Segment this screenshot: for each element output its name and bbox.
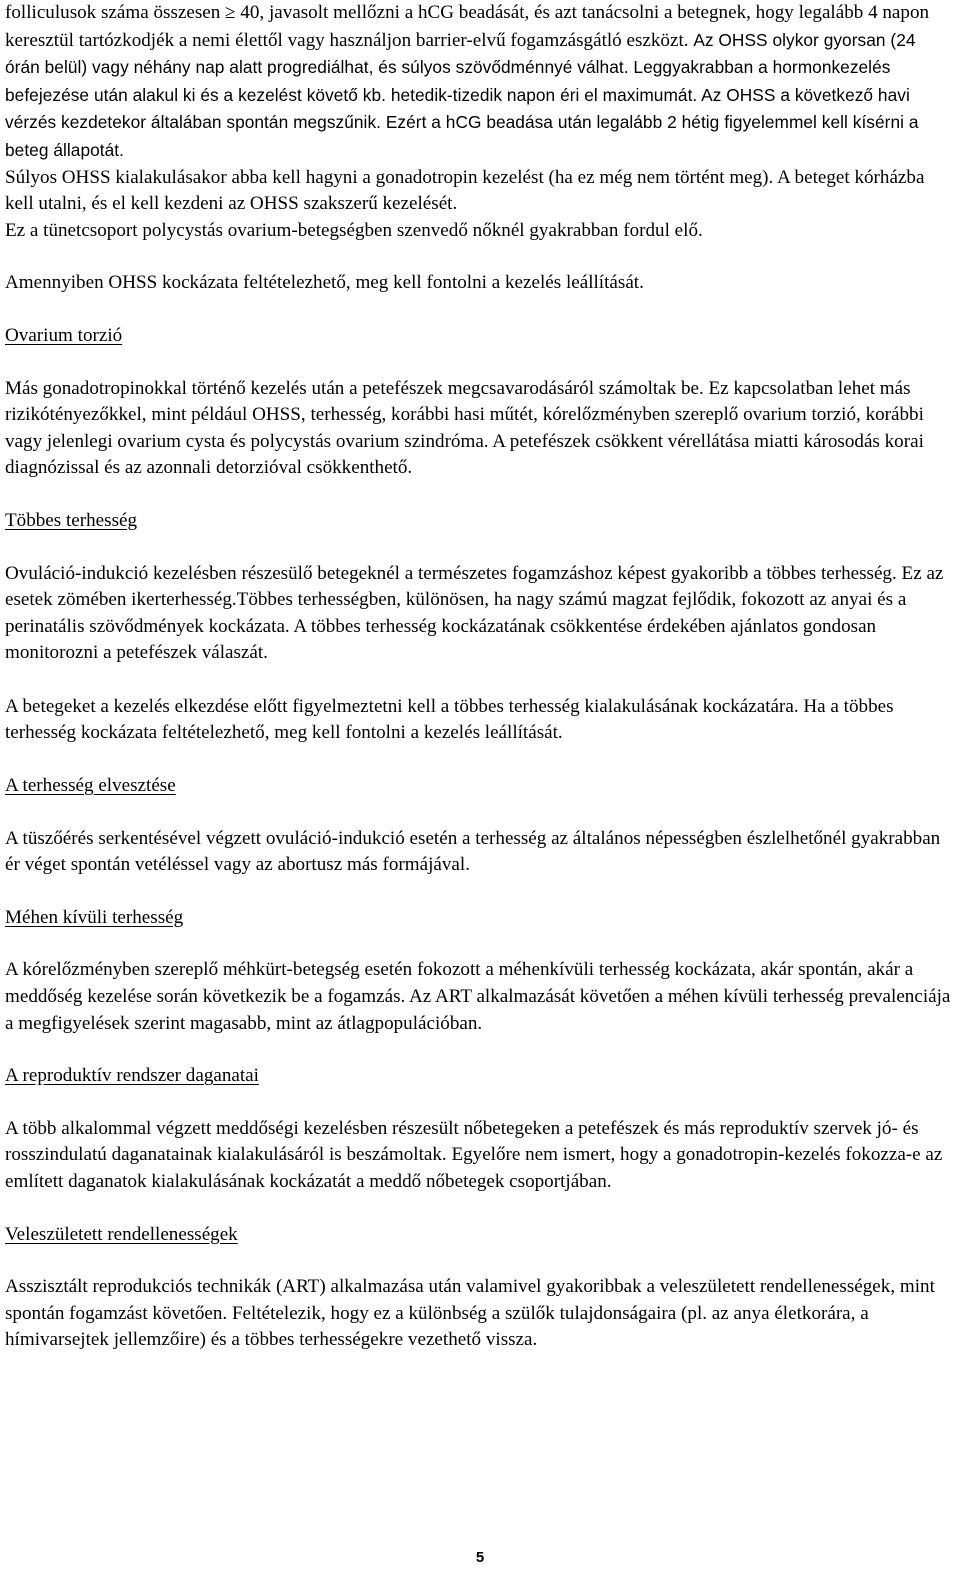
paragraph-ohss-risk: Amennyiben OHSS kockázata feltételezhető, meg kell fontolni a kezelés leállítását. — [5, 272, 644, 294]
paragraph-pcos-note: Ez a tünetcsoport polycystás ovarium-betegségben szenvedő nőknél gyakrabban fordul elő. — [5, 219, 703, 241]
section-heading-multiple-pregnancy: Többes terhesség — [5, 509, 138, 531]
section-heading-ovarian-torsion: Ovarium torzió — [5, 324, 123, 346]
section-heading-ectopic-pregnancy: Méhen kívüli terhesség — [5, 906, 184, 928]
section-heading-reproductive-neoplasms: A reproduktív rendszer daganatai — [5, 1065, 259, 1087]
page-number: 5 — [475, 1549, 485, 1566]
intro-text-serif: folliculusok száma összesen ≥ 40, javasolt mellőzni a hCG beadását, és azt tanácsolni a betegnek, hogy legalább 4 napon keresztül tartózkodjék a nemi élettől vagy használjon barrier-elvű fogamzásgátló eszközt. — [5, 2, 930, 51]
section-paragraph: A több alkalommal végzett meddőségi kezelésben részesült nőbetegeken a petefészek és más reproduktív szervek jó- és rosszindulatú daganatainak kialakulásáról is beszámoltak. Egyelőre nem ismert, hogy a gonadotropin-kezelés fokozza-e az említett daganatok kialakulásának kockázatát a meddő nőbetegek csoportjában. — [5, 1117, 943, 1192]
intro-text-sans: Az OHSS olykor gyorsan (24 órán belül) vagy néhány nap alatt progrediálhat, és súlyos szövődménnyé válhat. Leggyakrabban a hormonkezelés befejezése után alakul ki és a kezelést követő kb. hetedik-tizedik napon éri el maximumát. Az OHSS a következő havi vérzés kezdetekor általában spontán megszűnik. Ezért a hCG beadása után legalább 2 hétig figyelemmel kell kísérni a beteg állapotát. — [5, 29, 919, 160]
section-paragraph: Más gonadotropinokkal történő kezelés után a petefészek megcsavarodásáról számoltak be. Ez kapcsolatban lehet más rizikótényezőkkel, mint például OHSS, terhesség, korábbi hasi műtét, kórelőzményben szereplő ovarium torzió, korábbi vagy jelenlegi ovarium cysta és polycystás ovarium szindróma. A petefészek csökkent vérellátása miatti károsodás korai diagnózissal és az azonnali detorzióval csökkenthető. — [5, 377, 924, 479]
section-heading-congenital-malformations: Veleszületett rendellenességek — [5, 1223, 238, 1245]
section-heading-pregnancy-loss: A terhesség elvesztése — [5, 775, 176, 797]
section-paragraph: A betegeket a kezelés elkezdése előtt figyelmeztetni kell a többes terhesség kialakulásának kockázatára. Ha a többes terhesség kockázata feltételezhető, meg kell fontolni a kezelés leállítását. — [5, 695, 894, 744]
section-paragraph: Asszisztált reprodukciós technikák (ART) alkalmazása után valamivel gyakoribbak a veleszületett rendellenességek, mint spontán fogamzást követően. Feltételezik, hogy ez a különbség a szülők tulajdonságaira (pl. az anya életkorára, a hímivarsejtek jellemzőire) és a többes terhességekre vezethető vissza. — [5, 1276, 935, 1351]
section-paragraph: A kórelőzményben szereplő méhkürt-betegség esetén fokozott a méhenkívüli terhesség kockázata, akár spontán, akár a meddőség kezelése során következik be a fogamzás. Az ART alkalmazását követően a méhen kívüli terhesség prevalenciája a megfigyelések szerint magasabb, mint az átlagpopulációban. — [5, 959, 951, 1034]
section-paragraph: A tüszőérés serkentésével végzett ovuláció-indukció esetén a terhesség az általános népességben észlelhetőnél gyakrabban ér véget spontán vetéléssel vagy az abortusz más formájával. — [5, 827, 941, 876]
intro-paragraph-ohss — [5, 0, 953, 165]
paragraph-severe-ohss: Súlyos OHSS kialakulásakor abba kell hagyni a gonadotropin kezelést (ha ez még nem történt meg). A beteget kórházba kell utalni, és el kell kezdeni az OHSS szakszerű kezelését. — [5, 166, 925, 215]
section-paragraph: Ovuláció-indukció kezelésben részesülő betegeknél a természetes fogamzáshoz képest gyakoribb a többes terhesség. Ez az esetek zömében ikerterhesség.Többes terhességben, különösen, ha nagy számú magzat fejlődik, fokozott az anyai és a perinatális szövődmények kockázata. A többes terhesség kockázatának csökkentése érdekében ajánlatos gondosan monitorozni a petefészek válaszát. — [5, 562, 944, 664]
document-page — [5, 0, 953, 1354]
